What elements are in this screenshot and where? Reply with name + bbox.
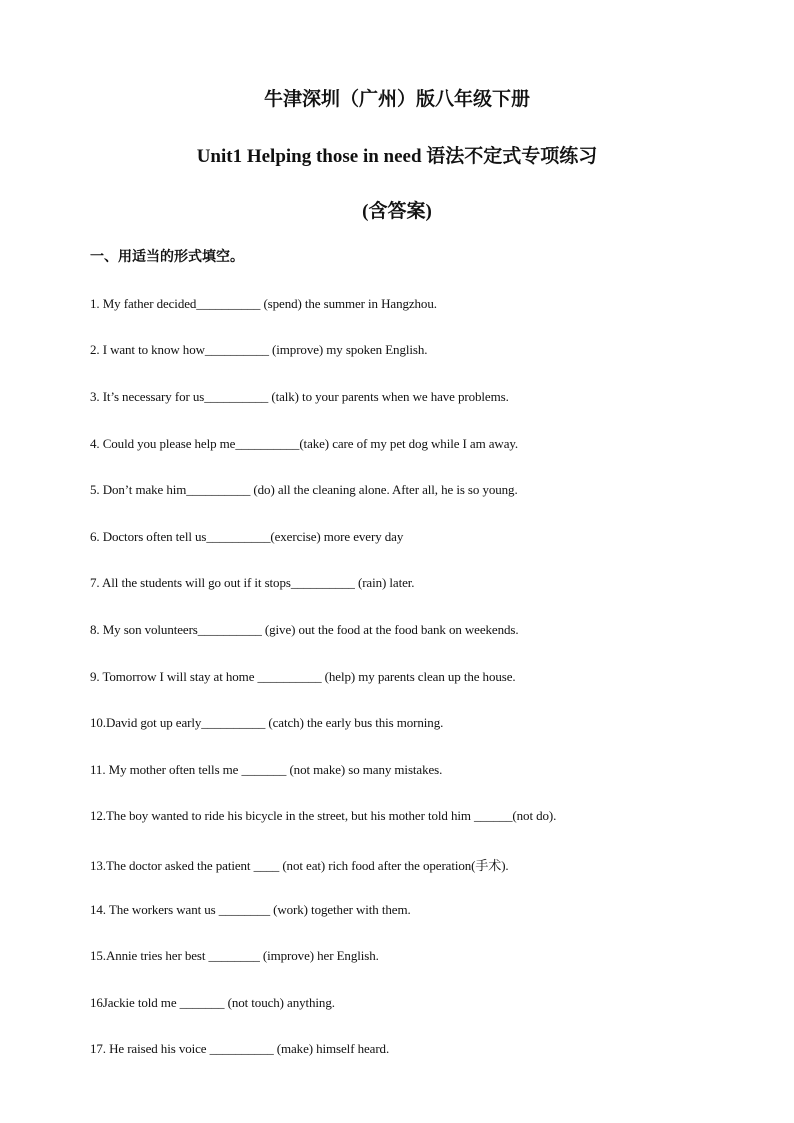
section-heading: 一、用适当的形式填空。	[90, 250, 244, 265]
question-1: 1. My father decided__________ (spend) the summer in Hangzhou.	[90, 296, 437, 311]
question-10: 10.David got up early__________ (catch) the early bus this morning.	[90, 715, 444, 730]
document-subtitle: Unit1 Helping those in need 语法不定式专项练习	[196, 146, 598, 167]
question-12: 12.The boy wanted to ride his bicycle in the street, but his mother told him ______(not do).	[90, 808, 557, 823]
question-15: 15.Annie tries her best ________ (improve) her English.	[90, 948, 379, 963]
question-14: 14. The workers want us ________ (work) together with them.	[90, 902, 411, 917]
question-7: 7. All the students will go out if it stops__________ (rain) later.	[90, 575, 415, 590]
question-8: 8. My son volunteers__________ (give) out the food at the food bank on weekends.	[90, 622, 519, 637]
question-2: 2. I want to know how__________ (improve) my spoken English.	[90, 342, 428, 357]
question-6: 6. Doctors often tell us__________(exercise) more every day	[90, 529, 404, 544]
question-5: 5. Don’t make him__________ (do) all the cleaning alone. After all, he is so young.	[90, 482, 518, 497]
document-title: 牛津深圳（广州）版八年级下册	[263, 89, 530, 110]
question-16: 16Jackie told me _______ (not touch) anything.	[90, 995, 335, 1010]
question-4: 4. Could you please help me__________(take) care of my pet dog while I am away.	[90, 436, 519, 451]
answer-note: (含答案)	[362, 201, 432, 222]
question-11: 11. My mother often tells me _______ (not make) so many mistakes.	[90, 762, 443, 777]
question-3: 3. It’s necessary for us__________ (talk) to your parents when we have problems.	[90, 389, 509, 404]
question-13: 13.The doctor asked the patient ____ (not eat) rich food after the operation(手术).	[90, 858, 509, 873]
question-17: 17. He raised his voice __________ (make) himself heard.	[90, 1041, 390, 1056]
question-9: 9. Tomorrow I will stay at home __________ (help) my parents clean up the house.	[90, 669, 516, 684]
